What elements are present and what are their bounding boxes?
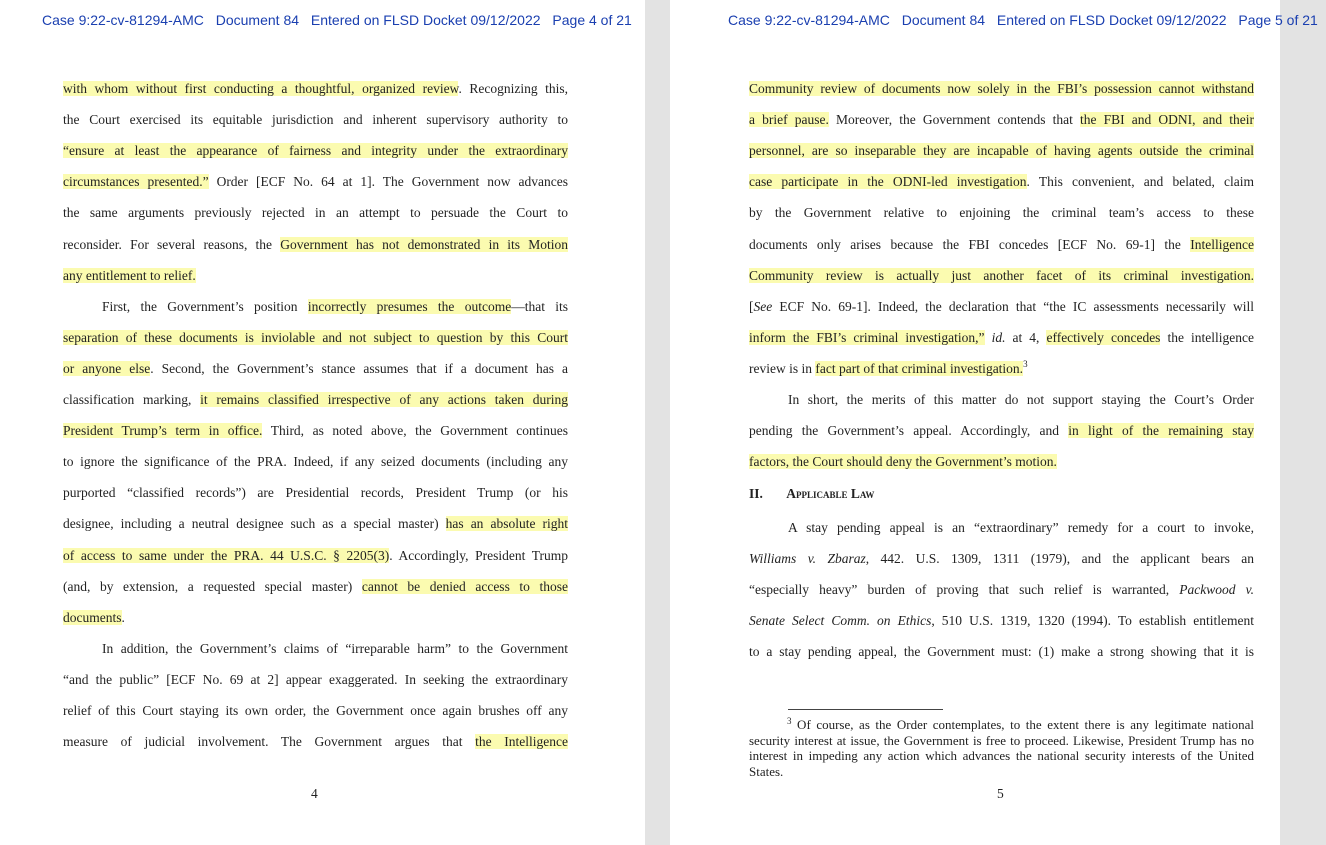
- text-span: [: [749, 298, 754, 314]
- page-indicator: Page 4 of 21: [552, 12, 632, 28]
- text-span: relief of this Court staying its own order, the Government once again brushes off any: [63, 703, 568, 718]
- text-line: [63, 547, 568, 578]
- text-line: [63, 733, 568, 764]
- footnote-text: Of course, as the Order contemplates, to the extent there is any legitimate national security interest at issue, the Government is free to proceed. Likewise, President Trump has no interest in impeding any action which advances the national security interests of the United States.: [749, 717, 1254, 779]
- text-span: measure of judicial involvement. The Government argues that: [63, 734, 476, 750]
- highlighted-text: inform the FBI’s criminal investigation,”: [749, 329, 985, 345]
- text-span: designee, including a neutral designee such as a special master): [63, 516, 446, 532]
- text-line: [63, 204, 568, 235]
- highlighted-text: with whom without first conducting a thoughtful, organized review: [63, 81, 459, 96]
- highlighted-text: cannot be denied access to those: [361, 578, 569, 594]
- text-span: , 442. U.S. 1309, 1311 (1979), and the applicant bears an: [865, 551, 1254, 567]
- text-span: the intelligence: [1160, 329, 1254, 345]
- text-line: [63, 111, 568, 142]
- text-span: Packwood v.: [1179, 582, 1255, 598]
- text-span: . Accordingly, President Trump: [389, 547, 568, 563]
- highlighted-text: personnel, are so inseparable they are incapable of having agents outside the criminal: [749, 143, 1254, 159]
- text-line: [749, 236, 1254, 267]
- highlighted-text: effectively concedes: [1046, 329, 1161, 345]
- document-number: Document 84: [215, 12, 300, 28]
- text-span: review is in: [749, 360, 816, 376]
- text-line: [749, 267, 1254, 298]
- text-line: [63, 360, 568, 391]
- text-span: Order [ECF No. 64 at 1]. The Government now advances: [208, 174, 568, 190]
- section-title: Applicable Law: [786, 486, 875, 501]
- text-line: [63, 422, 568, 453]
- text-span: A stay pending appeal is an “extraordinary” remedy for a court to invoke,: [788, 520, 1254, 535]
- text-line: [63, 609, 568, 640]
- text-line: [63, 236, 568, 267]
- highlighted-text: “ensure at least the appearance of fairness and integrity under the extraordinary: [63, 143, 568, 159]
- text-span: the same arguments previously rejected in an attempt to persuade the Court to: [63, 205, 568, 221]
- page-indicator: Page 5 of 21: [1238, 12, 1318, 28]
- highlighted-text: documents: [63, 609, 122, 625]
- text-line: [63, 702, 568, 733]
- docket-header: [42, 12, 640, 28]
- text-line: [749, 80, 1254, 111]
- docket-entry-date: Entered on FLSD Docket 09/12/2022: [996, 12, 1227, 28]
- highlighted-text: Community review of documents now solely in the FBI’s possession cannot withstand: [749, 81, 1254, 96]
- text-line: [749, 329, 1254, 360]
- text-line: [63, 484, 568, 515]
- text-line: [63, 640, 568, 671]
- document-page-4: [0, 0, 645, 845]
- text-line: [749, 298, 1254, 329]
- text-span: In short, the merits of this matter do not support staying the Court’s Order: [788, 392, 1254, 407]
- text-span: See: [753, 298, 773, 314]
- footnote-reference: 3: [1023, 358, 1028, 369]
- text-span: documents only arises because the FBI concedes [ECF No. 69-1] the: [749, 236, 1191, 252]
- text-span: at 4,: [1005, 329, 1047, 345]
- highlighted-text: has an absolute right: [445, 516, 568, 532]
- section-number: II.: [749, 486, 763, 501]
- text-line: [63, 298, 568, 329]
- text-line: [63, 173, 568, 204]
- text-line: [63, 267, 568, 298]
- text-line: [749, 643, 1254, 674]
- text-span: id.: [991, 329, 1006, 345]
- text-span: by the Government relative to enjoining the criminal team’s access to these: [749, 205, 1254, 221]
- case-number: Case 9:22-cv-81294-AMC: [728, 12, 890, 28]
- text-line: [749, 173, 1254, 204]
- text-span: Senate Select Comm. on Ethics: [749, 613, 932, 629]
- highlighted-text: any entitlement to relief.: [63, 267, 196, 283]
- highlighted-text: circumstances presented.”: [63, 174, 209, 190]
- docket-header: [728, 12, 1326, 28]
- text-line: [749, 142, 1254, 173]
- text-span: “and the public” [ECF No. 69 at 2] appear exaggerated. In seeking the extraordinary: [63, 671, 568, 687]
- text-line: [749, 360, 1254, 391]
- text-line: [63, 453, 568, 484]
- text-line: [63, 329, 568, 360]
- text-span: , 510 U.S. 1319, 1320 (1994). To establish entitlement: [931, 613, 1254, 629]
- text-span: classification marking,: [63, 392, 201, 407]
- text-span: to ignore the significance of the PRA. Indeed, if any seized documents (including any: [63, 454, 568, 470]
- text-span: Williams v. Zbaraz: [749, 551, 866, 567]
- text-span: [985, 330, 992, 345]
- text-line: [749, 550, 1254, 581]
- case-number: Case 9:22-cv-81294-AMC: [42, 12, 204, 28]
- text-span: . This convenient, and belated, claim: [1026, 174, 1254, 190]
- text-span: First, the Government’s position: [102, 298, 308, 314]
- text-line: [749, 581, 1254, 612]
- text-span: ECF No. 69-1]. Indeed, the declaration that “the IC assessments necessarily will: [772, 298, 1254, 314]
- text-line: [749, 391, 1254, 422]
- highlighted-text: it remains classified irrespective of any actions taken during: [200, 392, 569, 407]
- text-span: Moreover, the Government contends that: [828, 112, 1080, 128]
- highlighted-text: Intelligence: [1190, 236, 1254, 252]
- highlighted-text: the Intelligence: [475, 734, 568, 750]
- text-line: [749, 422, 1254, 453]
- document-page-5: [670, 0, 1318, 845]
- text-line: [749, 519, 1254, 550]
- text-line: [63, 671, 568, 702]
- text-span: .: [121, 609, 125, 625]
- page-number: 5: [997, 786, 1004, 801]
- section-heading: [749, 486, 1254, 502]
- text-line: [749, 204, 1254, 235]
- highlighted-text: separation of these documents is inviolable and not subject to question by this Court: [63, 329, 568, 345]
- footnote: [749, 717, 1254, 779]
- text-span: (and, by extension, a requested special master): [63, 578, 362, 594]
- highlighted-text: fact part of that criminal investigation.: [815, 360, 1024, 376]
- highlighted-text: a brief pause.: [749, 112, 829, 128]
- text-line: [63, 80, 568, 111]
- text-span: purported “classified records”) are Presidential records, President Trump (or his: [63, 485, 568, 501]
- text-line: [63, 578, 568, 609]
- highlighted-text: in light of the remaining stay: [1068, 423, 1254, 439]
- highlighted-text: of access to same under the PRA. 44 U.S.C. § 2205(3): [63, 547, 390, 563]
- highlighted-text: the FBI and ODNI, and their: [1079, 112, 1254, 128]
- text-span: to a stay pending appeal, the Government must: (1) make a strong showing that it is: [749, 644, 1254, 660]
- text-span: pending the Government’s appeal. Accordingly, and: [749, 423, 1069, 439]
- text-span: . Recognizing this,: [458, 81, 568, 96]
- text-span: Third, as noted above, the Government continues: [262, 423, 568, 439]
- text-line: [63, 391, 568, 422]
- highlighted-text: incorrectly presumes the outcome: [307, 298, 512, 314]
- text-span: . Second, the Government’s stance assumes that if a document has a: [150, 360, 568, 376]
- text-span: —that its: [511, 298, 569, 314]
- page-number: 4: [311, 786, 318, 801]
- highlighted-text: Community review is actually just another facet of its criminal investigation.: [749, 267, 1254, 283]
- highlighted-text: factors, the Court should deny the Government’s motion.: [749, 454, 1057, 470]
- footnote-divider: [788, 709, 943, 710]
- text-line: [749, 111, 1254, 142]
- document-number: Document 84: [901, 12, 986, 28]
- text-line: [63, 142, 568, 173]
- footnote-marker: 3: [787, 716, 792, 726]
- docket-entry-date: Entered on FLSD Docket 09/12/2022: [310, 12, 541, 28]
- highlighted-text: case participate in the ODNI-led investigation: [749, 174, 1027, 190]
- text-line: [63, 515, 568, 546]
- text-span: “especially heavy” burden of proving that such relief is warranted,: [749, 582, 1180, 598]
- highlighted-text: President Trump’s term in office.: [63, 423, 263, 439]
- text-line: [749, 453, 1254, 484]
- text-span: reconsider. For several reasons, the: [63, 236, 281, 252]
- text-span: the Court exercised its equitable jurisdiction and inherent supervisory authority to: [63, 112, 568, 128]
- text-span: In addition, the Government’s claims of “irreparable harm” to the Government: [102, 640, 568, 656]
- text-line: [749, 612, 1254, 643]
- highlighted-text: or anyone else: [63, 360, 151, 376]
- highlighted-text: Government has not demonstrated in its Motion: [280, 236, 569, 252]
